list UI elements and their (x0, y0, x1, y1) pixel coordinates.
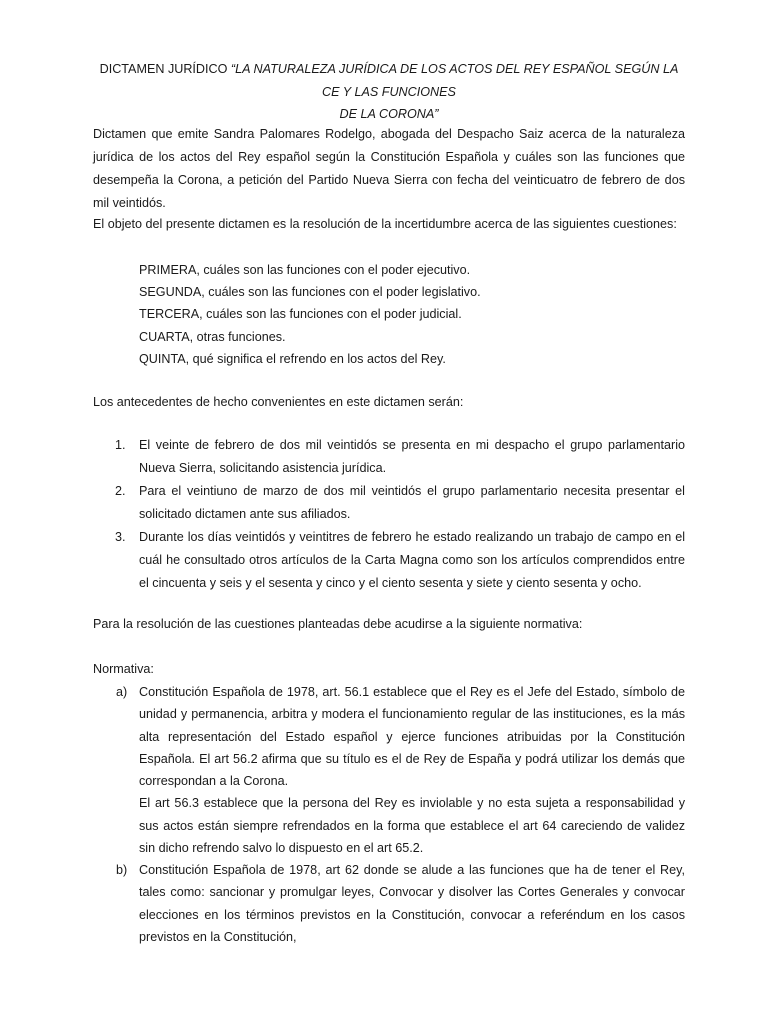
list-marker: a) (116, 685, 128, 699)
normativa-text-continued: El art 56.3 establece que la persona del Rey es inviolable y no esta sujeta a responsabilidad y sus actos están siempre refrendados en la forma que establece el art 64 careciendo de validez sin dicho refrendo salvo lo dispuesto en el art 65.2. (139, 796, 685, 856)
intro-paragraph: Dictamen que emite Sandra Palomares Rodelgo, abogada del Despacho Saiz acerca de la naturaleza jurídica de los actos del Rey español según la Constitución Española y cuáles son las funciones que desempeña la Corona, a petición del Partido Nueva Sierra con fecha del veinticuatro de febrero de dos mil veintidós. (93, 127, 685, 210)
resolucion-intro: Para la resolución de las cuestiones planteadas debe acudirse a la siguiente normativa: (93, 617, 583, 631)
list-marker: 2. (115, 484, 126, 498)
antecedentes-intro: Los antecedentes de hecho convenientes en este dictamen serán: (93, 395, 464, 409)
title-prefix: DICTAMEN JURÍDICO (99, 62, 231, 76)
question-item: CUARTA, otras funciones. (139, 329, 286, 344)
question-item: SEGUNDA, cuáles son las funciones con el poder legislativo. (139, 285, 481, 300)
question-item: QUINTA, qué significa el refrendo en los actos del Rey. (139, 351, 446, 366)
normativa-text: Constitución Española de 1978, art. 56.1 establece que el Rey es el Jefe del Estado, símbolo de unidad y permanencia, arbitra y modera el funcionamiento regular de las instituciones, es la más alta representación del Estado español y ejerce funciones atribuidas por la Constitución Española. El art 56.2 afirma que su título es el de Rey de España y podrá utilizar los demás que correspondan a la Corona. (139, 685, 685, 789)
questions-list (139, 259, 481, 370)
list-marker: 1. (115, 438, 126, 452)
antecedente-text: Durante los días veintidós y veintitres de febrero he estado realizando un trabajo de campo en el cuál he consultado otros artículos de la Carta Magna como son los artículos comprendidos entre el cincuenta y seis y el sesenta y cinco y el ciento sesenta y siete y ciento sesenta y ocho. (139, 530, 685, 590)
document-title (93, 58, 685, 126)
objective-paragraph: El objeto del presente dictamen es la resolución de la incertidumbre acerca de las siguientes cuestiones: (93, 217, 677, 231)
question-item: TERCERA, cuáles son las funciones con el poder judicial. (139, 307, 462, 322)
normativa-label: Normativa: (93, 662, 154, 676)
normativa-item (139, 681, 685, 859)
normativa-text: Constitución Española de 1978, art 62 donde se alude a las funciones que ha de tener el Rey, tales como: sancionar y promulgar leyes, Convocar y disolver las Cortes Generales y convocar elecciones en los términos previstos en la Constitución, convocar a referéndum en los casos previstos en la Constitución, (139, 863, 685, 944)
antecedentes-list (115, 434, 685, 595)
list-marker: 3. (115, 530, 126, 544)
list-marker: b) (116, 863, 128, 877)
question-item: PRIMERA, cuáles son las funciones con el poder ejecutivo. (139, 263, 471, 277)
title-italic-line-2: DE LA CORONA” (339, 107, 439, 121)
normativa-item (139, 859, 685, 948)
antecedente-item (115, 434, 685, 480)
antecedente-text: El veinte de febrero de dos mil veintidós se presenta en mi despacho el grupo parlamentario Nueva Sierra, solicitando asistencia jurídica. (139, 438, 685, 475)
antecedente-text: Para el veintiuno de marzo de dos mil veintidós el grupo parlamentario necesita presentar el solicitado dictamen ante sus afiliados. (139, 484, 685, 521)
title-italic-line-1: “LA NATURALEZA JURÍDICA DE LOS ACTOS DEL REY ESPAÑOL SEGÚN LA CE Y LAS FUNCIONES (230, 62, 679, 99)
antecedente-item (115, 526, 685, 595)
antecedente-item (115, 480, 685, 526)
